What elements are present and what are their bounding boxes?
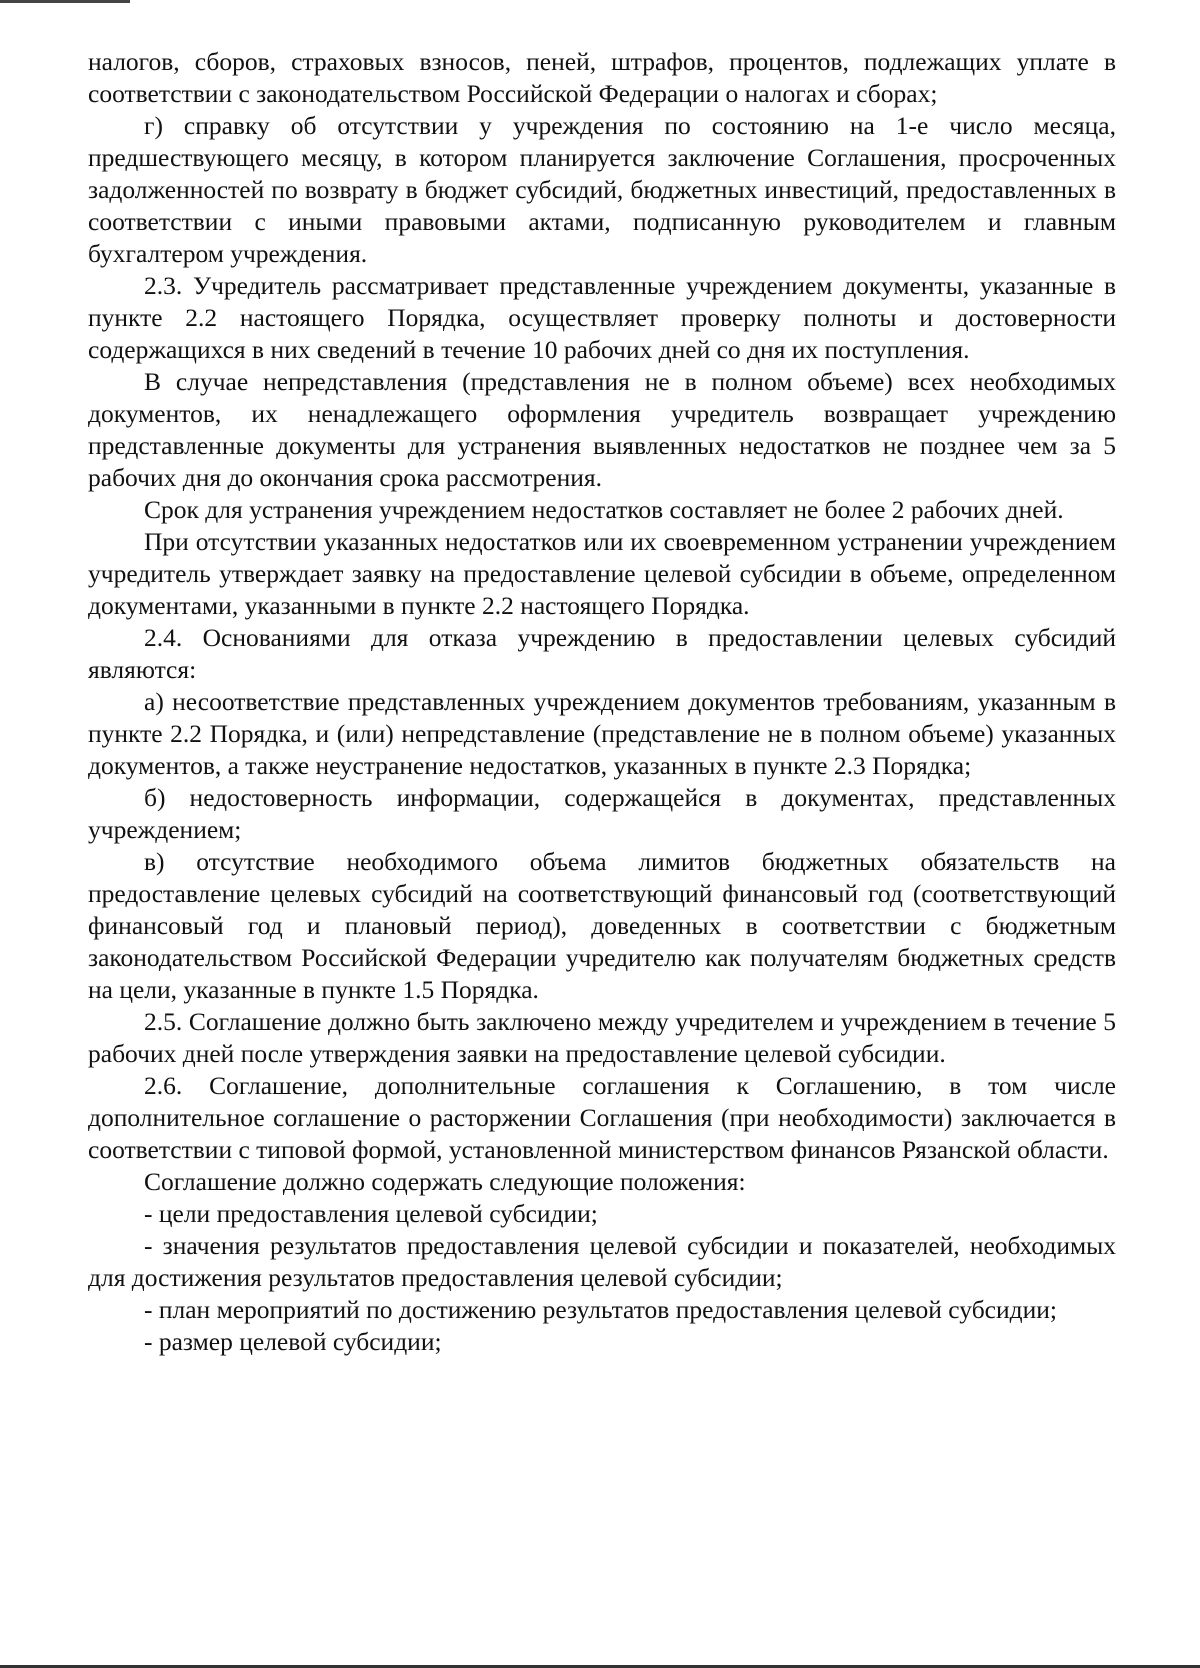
list-item-3: - план мероприятий по достижению результатов предоставления целевой субсидии; — [144, 1295, 1057, 1324]
paragraph-11: 2.5. Соглашение должно быть заключено между учредителем и учреждением в течение 5 рабочих дней после утверждения заявки на предоставление целевой субсидии. — [88, 1007, 1116, 1068]
list-item-2: - значения результатов предоставления целевой субсидии и показателей, необходимых для достижения результатов предоставления целевой субсидии; — [88, 1231, 1116, 1292]
paragraph-9: б) недостоверность информации, содержащейся в документах, представленных учреждением; — [88, 783, 1116, 844]
list-item-4: - размер целевой субсидии; — [144, 1327, 442, 1356]
paragraph-12: 2.6. Соглашение, дополнительные соглашения к Соглашению, в том числе дополнительное соглашение о расторжении Соглашения (при необходимости) заключается в соответствии с типовой формой, установленной министерством финансов Рязанской области. — [88, 1071, 1116, 1164]
paragraph-10: в) отсутствие необходимого объема лимитов бюджетных обязательств на предоставление целевых субсидий на соответствующий финансовый год (соответствующий финансовый год и плановый период), доведенных в соответствии с бюджетным законодательством Российской Федерации учредителю как получателям бюджетных средств на цели, указанные в пункте 1.5 Порядка. — [88, 847, 1116, 1004]
paragraph-5: Срок для устранения учреждением недостатков составляет не более 2 рабочих дней. — [144, 495, 1064, 524]
paragraph-2: г) справку об отсутствии у учреждения по состоянию на 1-е число месяца, предшествующего месяцу, в котором планируется заключение Соглашения, просроченных задолженностей по возврату в бюджет субсидий, бюджетных инвестиций, предоставленных в соответствии с иными правовыми актами, подписанную руководителем и главным бухгалтером учреждения. — [88, 111, 1116, 268]
list-item-1: - цели предоставления целевой субсидии; — [144, 1199, 598, 1228]
paragraph-6: При отсутствии указанных недостатков или их своевременном устранении учреждением учредитель утверждает заявку на предоставление целевой субсидии в объеме, определенном документами, указанными в пункте 2.2 настоящего Порядка. — [88, 527, 1116, 620]
paragraph-7: 2.4. Основаниями для отказа учреждению в предоставлении целевых субсидий являются: — [88, 623, 1116, 684]
paragraph-3: 2.3. Учредитель рассматривает представленные учреждением документы, указанные в пункте 2.2 настоящего Порядка, осуществляет проверку полноты и достоверности содержащихся в них сведений в течение 10 рабочих дней со дня их поступления. — [88, 271, 1116, 364]
scan-edge-top — [0, 0, 130, 3]
paragraph-8: а) несоответствие представленных учреждением документов требованиям, указанным в пункте 2.2 Порядка, и (или) непредставление (представление не в полном объеме) указанных документов, а также неустранение недостатков, указанных в пункте 2.3 Порядка; — [88, 687, 1116, 780]
document-body — [88, 46, 1116, 1358]
paragraph-1: налогов, сборов, страховых взносов, пеней, штрафов, процентов, подлежащих уплате в соответствии с законодательством Российской Федерации о налогах и сборах; — [88, 47, 1116, 108]
paragraph-4: В случае непредставления (представления не в полном объеме) всех необходимых документов, их ненадлежащего оформления учредитель возвращает учреждению представленные документы для устранения выявленных недостатков не позднее чем за 5 рабочих дня до окончания срока рассмотрения. — [88, 367, 1116, 492]
paragraph-13: Соглашение должно содержать следующие положения: — [144, 1167, 746, 1196]
